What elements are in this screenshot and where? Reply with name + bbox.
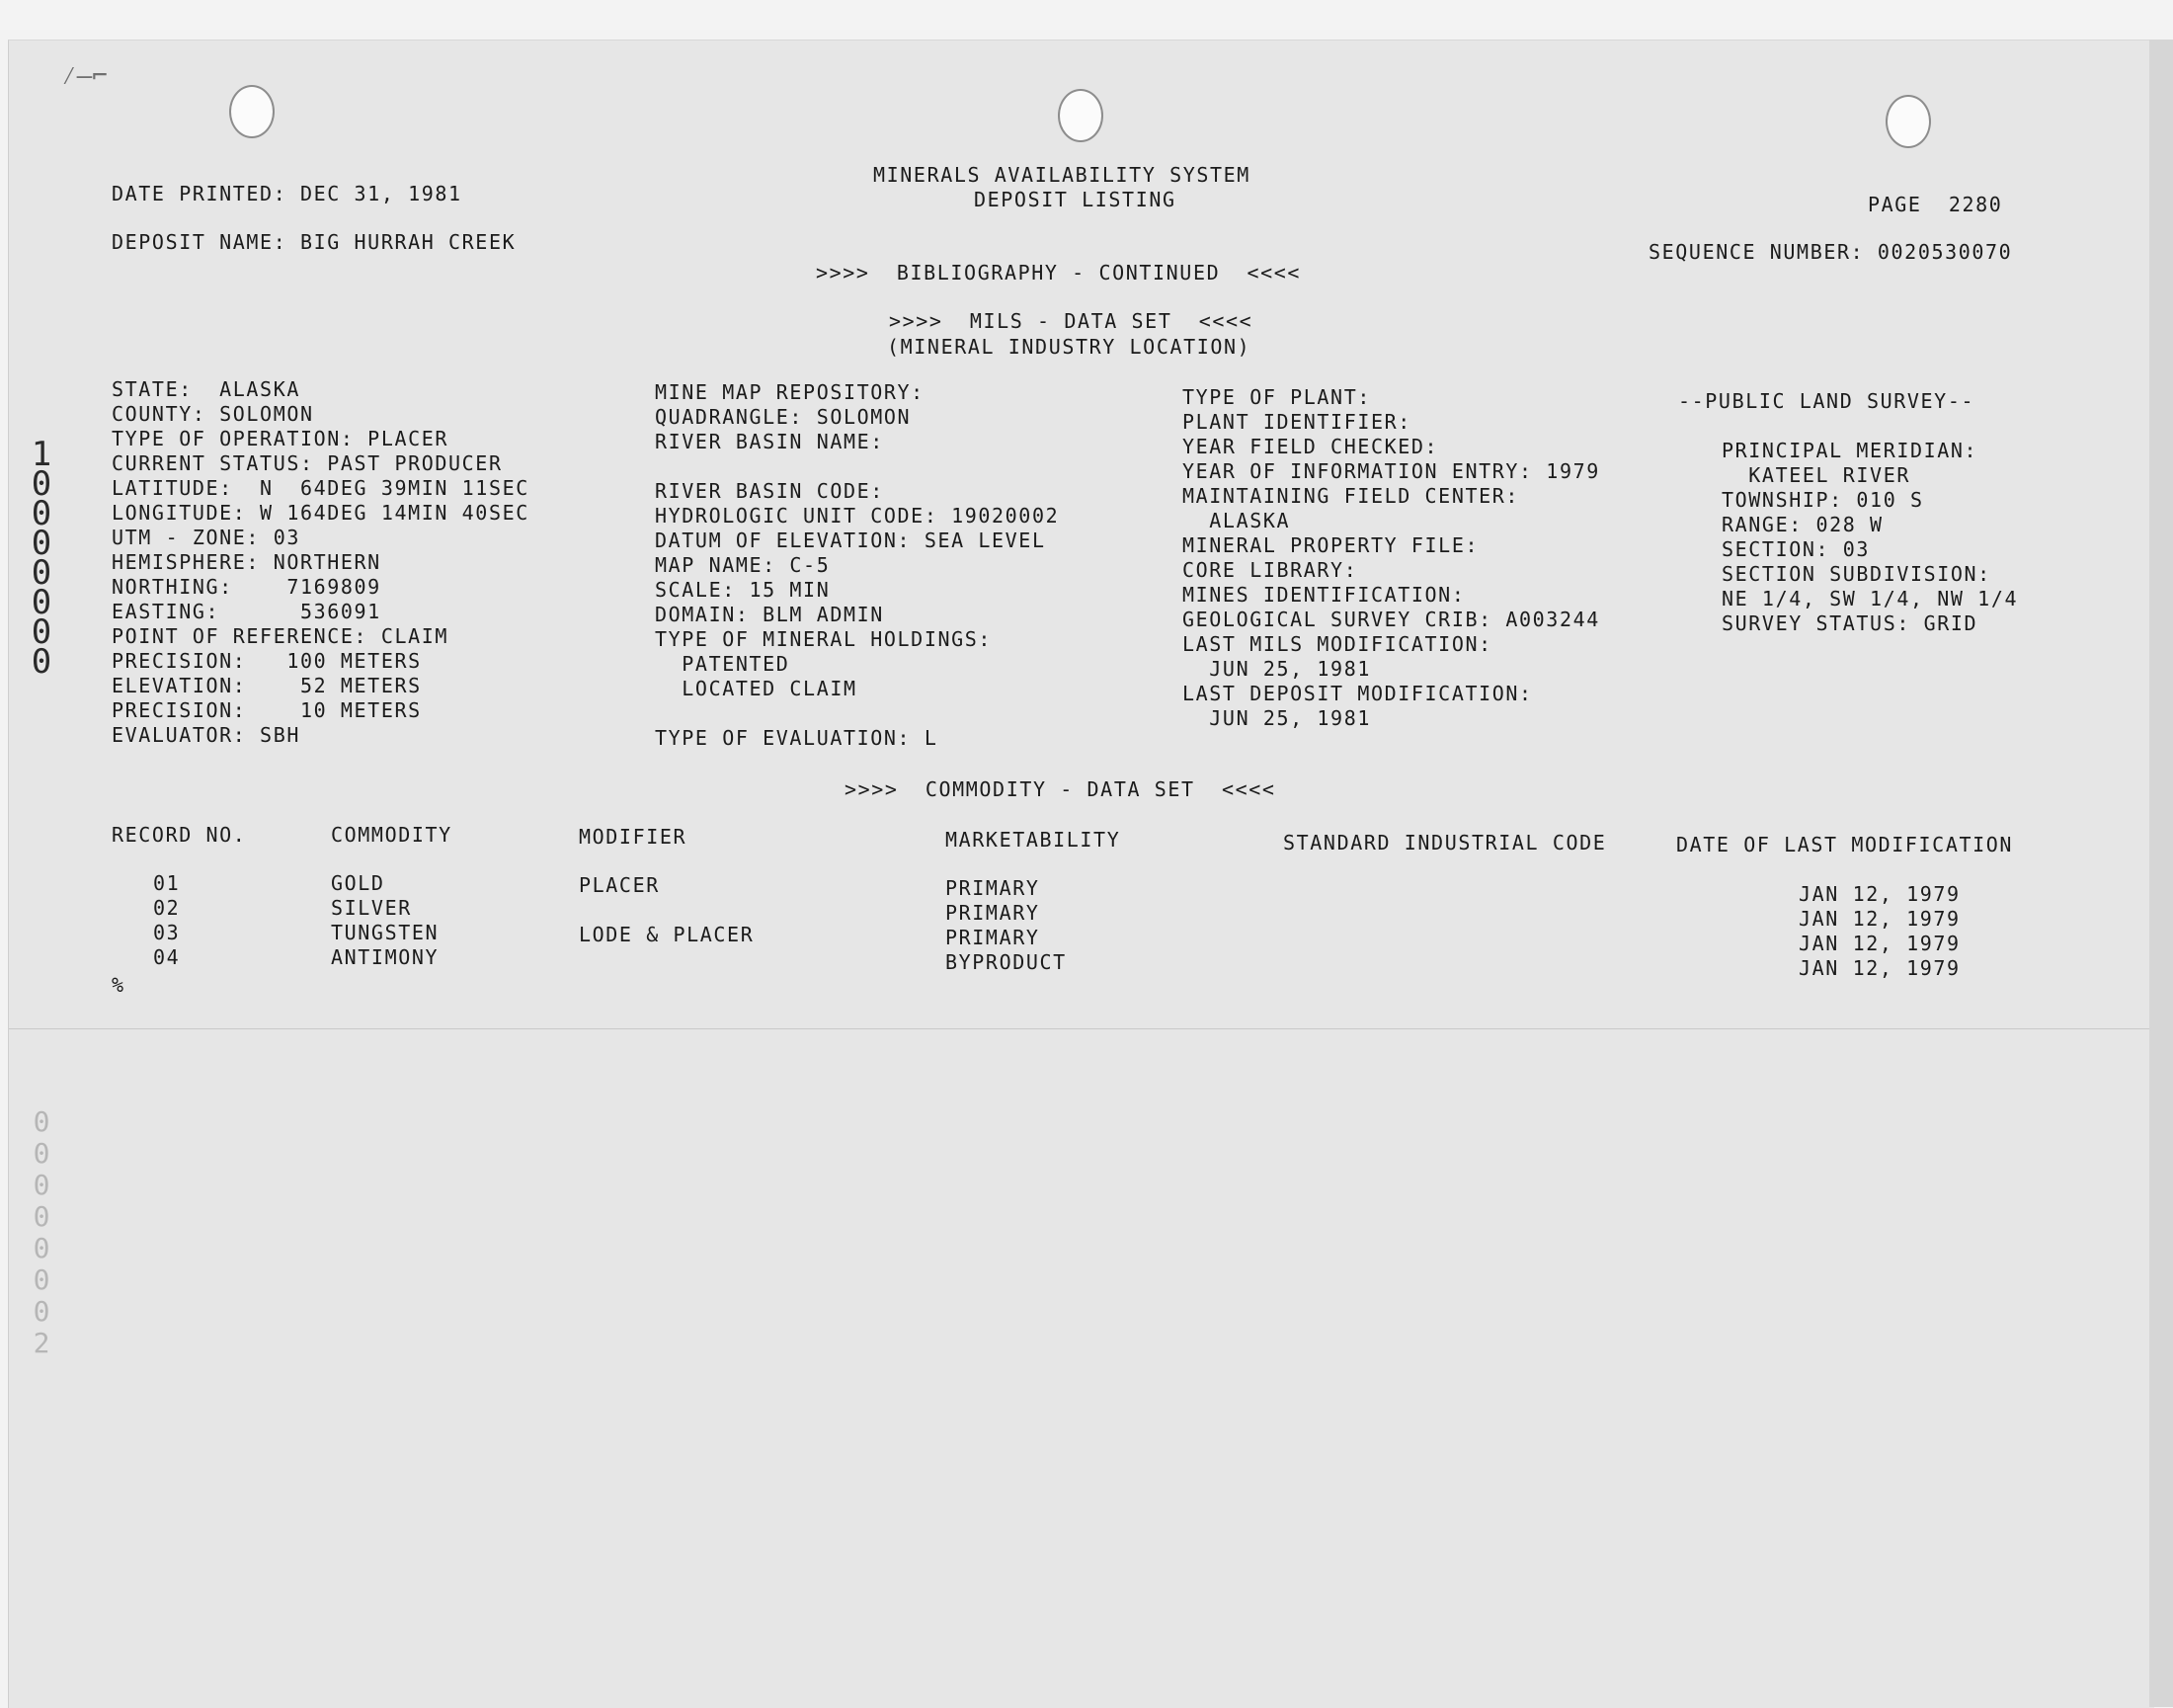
location-field-line: LONGITUDE: W 164DEG 14MIN 40SEC bbox=[112, 501, 529, 525]
map-field-line: TYPE OF EVALUATION: L bbox=[655, 726, 938, 750]
commodity-heading: >>>> COMMODITY - DATA SET <<<< bbox=[845, 777, 1276, 801]
end-mark: % bbox=[112, 973, 125, 997]
map-field-line: HYDROLOGIC UNIT CODE: 19020002 bbox=[655, 504, 1060, 528]
commodity-row-record: 01 bbox=[153, 871, 181, 895]
location-field-line: PRECISION: 10 METERS bbox=[112, 698, 422, 722]
commodity-row-modifier: PLACER bbox=[579, 873, 660, 897]
header-sic: STANDARD INDUSTRIAL CODE bbox=[1283, 831, 1607, 854]
commodity-row-date: JAN 12, 1979 bbox=[1799, 907, 1961, 931]
listing-title: DEPOSIT LISTING bbox=[974, 188, 1176, 211]
map-field-line: QUADRANGLE: SOLOMON bbox=[655, 405, 912, 429]
commodity-row-commodity: GOLD bbox=[331, 871, 385, 895]
deposit-name: DEPOSIT NAME: BIG HURRAH CREEK bbox=[112, 230, 517, 254]
mils-heading: >>>> MILS - DATA SET <<<< bbox=[889, 309, 1253, 333]
commodity-row-marketability: PRIMARY bbox=[945, 876, 1040, 900]
plant-field-line: MINERAL PROPERTY FILE: bbox=[1182, 533, 1480, 557]
location-field-line: PRECISION: 100 METERS bbox=[112, 649, 422, 673]
fold-line bbox=[9, 1028, 2154, 1029]
header-marketability: MARKETABILITY bbox=[945, 828, 1121, 852]
sequence-number: SEQUENCE NUMBER: 0020530070 bbox=[1649, 240, 2013, 264]
sheet-edge bbox=[2149, 40, 2173, 1707]
margin-code-digit: 0 bbox=[31, 583, 52, 622]
plant-field-line: TYPE OF PLANT: bbox=[1182, 385, 1371, 409]
commodity-row-record: 02 bbox=[153, 896, 181, 920]
public-land-survey-line: SURVEY STATUS: GRID bbox=[1722, 611, 1978, 635]
commodity-row-commodity: TUNGSTEN bbox=[331, 921, 440, 944]
printout-sheet bbox=[8, 40, 2154, 1708]
location-field-line: HEMISPHERE: NORTHERN bbox=[112, 550, 381, 574]
margin-code-digit: 2 bbox=[33, 1327, 50, 1359]
plant-field-line: YEAR FIELD CHECKED: bbox=[1182, 435, 1439, 458]
margin-code-digit: 0 bbox=[33, 1137, 50, 1170]
punch-hole-left bbox=[229, 85, 275, 138]
margin-code-digit: 0 bbox=[31, 642, 52, 682]
plant-field-line: JUN 25, 1981 bbox=[1182, 657, 1371, 681]
map-field-line: LOCATED CLAIM bbox=[655, 677, 857, 700]
commodity-row-date: JAN 12, 1979 bbox=[1799, 956, 1961, 980]
margin-code-digit: 0 bbox=[31, 553, 52, 593]
header-commodity: COMMODITY bbox=[331, 823, 452, 847]
public-land-survey-line: SECTION SUBDIVISION: bbox=[1722, 562, 1991, 586]
commodity-row-marketability: BYPRODUCT bbox=[945, 950, 1067, 974]
plant-field-line: LAST MILS MODIFICATION: bbox=[1182, 632, 1492, 656]
commodity-row-marketability: PRIMARY bbox=[945, 901, 1040, 925]
map-field-line: MINE MAP REPOSITORY: bbox=[655, 380, 925, 404]
location-field-line: POINT OF REFERENCE: CLAIM bbox=[112, 624, 449, 648]
margin-code-digit: 0 bbox=[33, 1263, 50, 1296]
plant-field-line: JUN 25, 1981 bbox=[1182, 706, 1371, 730]
plant-field-line: PLANT IDENTIFIER: bbox=[1182, 410, 1411, 434]
public-land-survey-line: NE 1/4, SW 1/4, NW 1/4 bbox=[1722, 587, 2019, 610]
punch-hole-center bbox=[1058, 89, 1103, 142]
map-field-line: SCALE: 15 MIN bbox=[655, 578, 831, 602]
plant-field-line: GEOLOGICAL SURVEY CRIB: A003244 bbox=[1182, 608, 1600, 631]
commodity-row-commodity: SILVER bbox=[331, 896, 412, 920]
location-field-line: EVALUATOR: SBH bbox=[112, 723, 300, 747]
plant-field-line: YEAR OF INFORMATION ENTRY: 1979 bbox=[1182, 459, 1600, 483]
header-modifier: MODIFIER bbox=[579, 825, 687, 849]
location-field-line: NORTHING: 7169809 bbox=[112, 575, 381, 599]
location-field-line: EASTING: 536091 bbox=[112, 600, 381, 623]
public-land-survey-line: TOWNSHIP: 010 S bbox=[1722, 488, 1924, 512]
bibliography-heading: >>>> BIBLIOGRAPHY - CONTINUED <<<< bbox=[816, 261, 1302, 285]
map-field-line: RIVER BASIN CODE: bbox=[655, 479, 884, 503]
margin-code-digit: 0 bbox=[31, 612, 52, 652]
map-field-line: DOMAIN: BLM ADMIN bbox=[655, 603, 884, 626]
public-land-survey-line: PRINCIPAL MERIDIAN: bbox=[1722, 439, 1978, 462]
system-title: MINERALS AVAILABILITY SYSTEM bbox=[873, 163, 1250, 187]
public-land-survey-line: KATEEL RIVER bbox=[1722, 463, 1910, 487]
margin-code-digit: 0 bbox=[31, 464, 52, 504]
plant-field-line: MINES IDENTIFICATION: bbox=[1182, 583, 1466, 607]
public-land-survey-line: SECTION: 03 bbox=[1722, 537, 1871, 561]
location-field-line: COUNTY: SOLOMON bbox=[112, 402, 314, 426]
plant-field-line: ALASKA bbox=[1182, 509, 1291, 532]
map-field-line: PATENTED bbox=[655, 652, 790, 676]
date-printed: DATE PRINTED: DEC 31, 1981 bbox=[112, 182, 462, 205]
header-last-modification: DATE OF LAST MODIFICATION bbox=[1676, 833, 2014, 856]
location-field-line: ELEVATION: 52 METERS bbox=[112, 674, 422, 697]
map-field-line: RIVER BASIN NAME: bbox=[655, 430, 884, 453]
plant-field-line: MAINTAINING FIELD CENTER: bbox=[1182, 484, 1520, 508]
location-field-line: LATITUDE: N 64DEG 39MIN 11SEC bbox=[112, 476, 529, 500]
map-field-line: DATUM OF ELEVATION: SEA LEVEL bbox=[655, 529, 1046, 552]
header-record-no: RECORD NO. bbox=[112, 823, 247, 847]
map-field-line: MAP NAME: C-5 bbox=[655, 553, 831, 577]
punch-hole-right bbox=[1886, 95, 1931, 148]
margin-code-digit: 0 bbox=[33, 1169, 50, 1201]
map-field-line: TYPE OF MINERAL HOLDINGS: bbox=[655, 627, 993, 651]
commodity-row-commodity: ANTIMONY bbox=[331, 945, 440, 969]
location-field-line: CURRENT STATUS: PAST PRODUCER bbox=[112, 451, 503, 475]
margin-code-digit: 0 bbox=[33, 1232, 50, 1264]
commodity-row-modifier: LODE & PLACER bbox=[579, 923, 755, 946]
margin-code-digit: 0 bbox=[31, 494, 52, 533]
page-number: PAGE 2280 bbox=[1868, 193, 2003, 216]
mils-subheading: (MINERAL INDUSTRY LOCATION) bbox=[887, 335, 1251, 359]
margin-code-digit: 0 bbox=[33, 1105, 50, 1138]
commodity-row-date: JAN 12, 1979 bbox=[1799, 882, 1961, 906]
margin-code-digit: 0 bbox=[33, 1295, 50, 1328]
commodity-row-date: JAN 12, 1979 bbox=[1799, 932, 1961, 955]
margin-code-digit: 0 bbox=[31, 524, 52, 563]
location-field-line: STATE: ALASKA bbox=[112, 377, 300, 401]
public-land-survey-title: --PUBLIC LAND SURVEY-- bbox=[1678, 389, 1975, 413]
public-land-survey-line: RANGE: 028 W bbox=[1722, 513, 1884, 536]
margin-code-digit: 1 bbox=[31, 435, 52, 474]
margin-code-digit: 0 bbox=[33, 1200, 50, 1233]
commodity-row-marketability: PRIMARY bbox=[945, 926, 1040, 949]
commodity-row-record: 04 bbox=[153, 945, 181, 969]
plant-field-line: CORE LIBRARY: bbox=[1182, 558, 1358, 582]
commodity-row-record: 03 bbox=[153, 921, 181, 944]
plant-field-line: LAST DEPOSIT MODIFICATION: bbox=[1182, 682, 1533, 705]
location-field-line: UTM - ZONE: 03 bbox=[112, 526, 300, 549]
pencil-mark: ⁄–⌐ bbox=[61, 61, 108, 91]
location-field-line: TYPE OF OPERATION: PLACER bbox=[112, 427, 449, 450]
